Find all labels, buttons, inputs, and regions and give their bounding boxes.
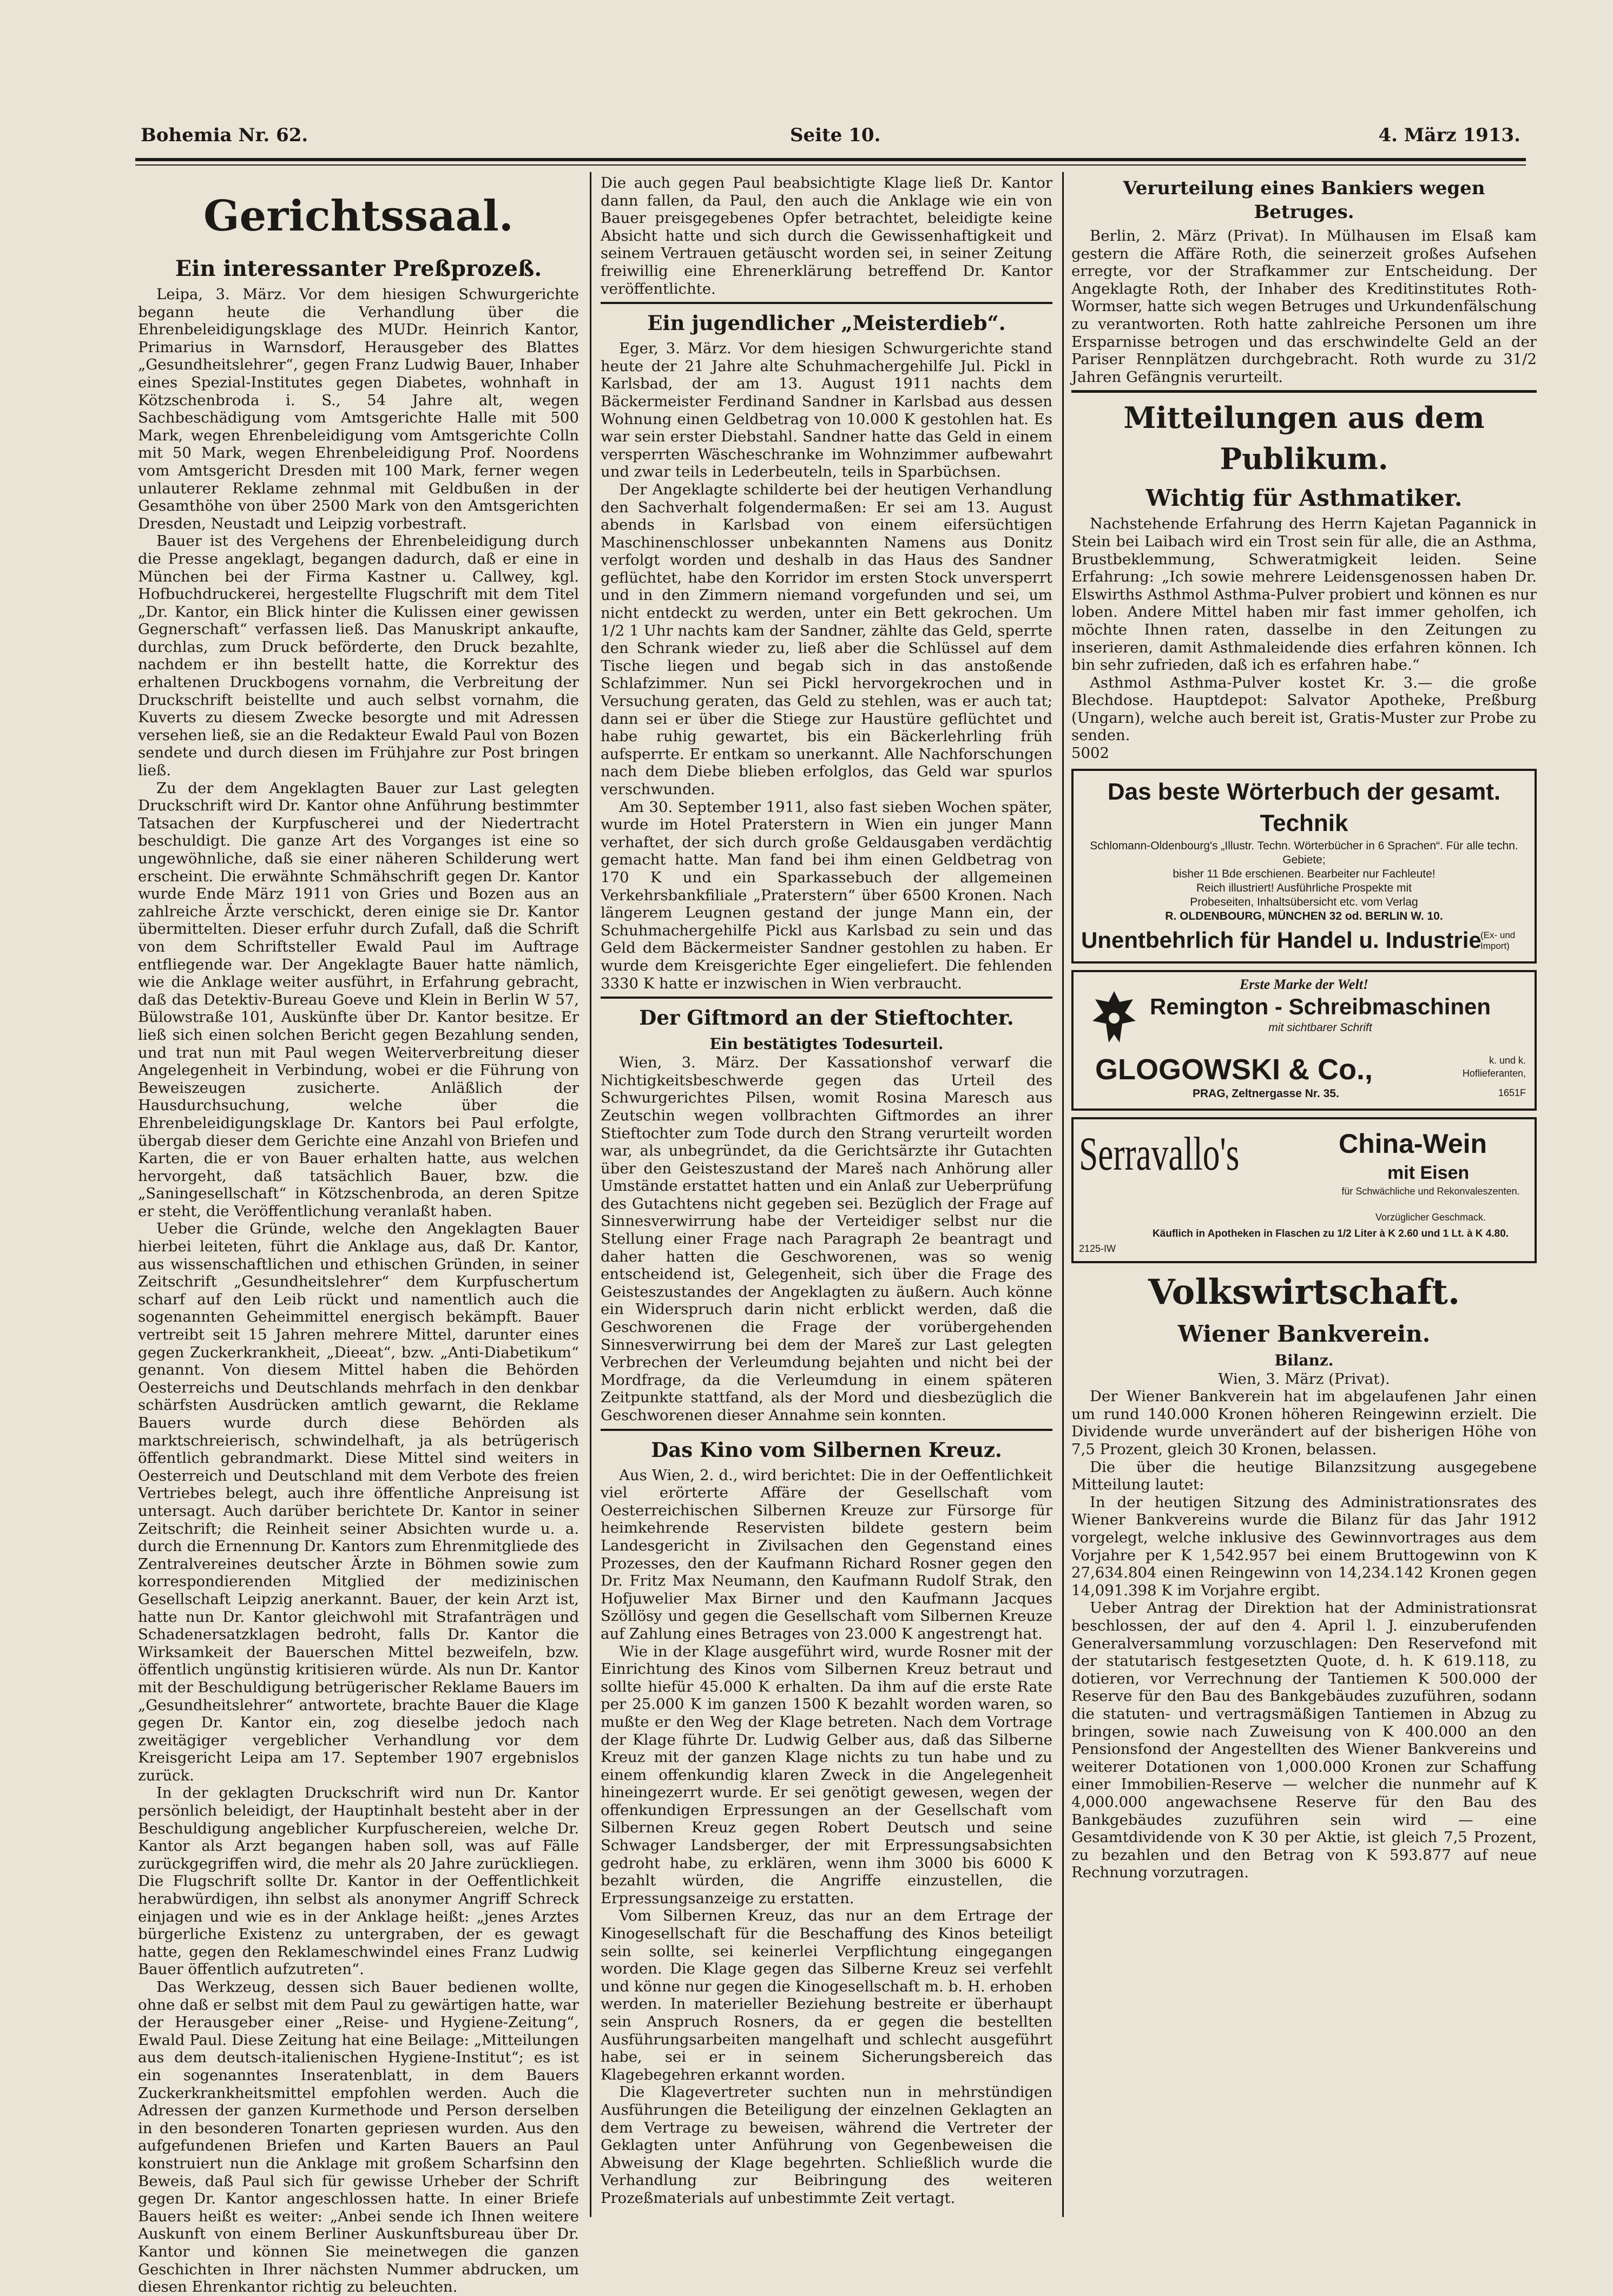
article-headline: Das Kino vom Silbernen Kreuz. — [651, 1437, 1002, 1462]
column-2 — [601, 174, 1052, 2230]
article-paragraph: Eger, 3. März. Vor dem hiesigen Schwurgerichte stand heute der 21 Jahre alte Schuhmachergehilfe Jul. Pickl in Karlsbad, der am 13. August 1911 nachts dem Bäckermeister Ferdinand Sandner in Karlsbad aus dessen Wohnung einen Geldbetrag von 10.000 K gestohlen hat. Es war sein erster Diebstahl. Sandner hatte das Geld in einem versperrten Wäscheschranke im Wohnzimmer aufbewahrt und zwar teils in Lederbeuteln, teils in Sparbüchsen. — [601, 340, 1052, 481]
ad-footer: Unentbehrlich für Handel u. Industrie — [1081, 927, 1482, 953]
issue-label: Bohemia Nr. 62. — [141, 124, 308, 146]
article-paragraph: Das Werkzeug, dessen sich Bauer bedienen wollte, ohne daß er selbst mit dem Paul zu gewärtigen hatte, war der Herausgeber einer „Reise- und Hygiene-Zeitung“, Ewald Paul. Diese Zeitung hat eine Beilage: „Mitteilungen aus dem deutsch-italienischen Hygiene-Institut“; es ist ein sogenanntes Inseratenblatt, in dem Bauers Zuckerkrankheitsmittel empfohlen werden. Auch die Adressen der ganzen Kurmethode und Person derselben in den besonderen Tonarten gepriesen wurden. Aus den aufgefundenen Briefen und Karten Bauers an Paul konstruiert nun die Anklage mit großem Scharfsinn den Beweis, daß Paul sich für gewisse Urheber der Schrift gegen Dr. Kantor angeschlossen hatte. In einer Briefe Bauers heißt es weiter: „Anbei sende ich Ihnen weitere Auskunft von einem Berliner Auskunftsbureau über Dr. Kantor und können Sie meinetwegen die ganzen Geschichten in Ihrer nächsten Nummer abdrucken, um diesen Ehrenkantor richtig zu beleuchten. — [138, 1978, 579, 2296]
ad-text: Schlomann-Oldenbourg's „Illustr. Techn. Wörterbücher in 6 Sprachen“. Für alle techn. Gebiete; — [1090, 839, 1518, 866]
ad-product: Remington - Schreibmaschinen — [1149, 993, 1491, 1019]
article-paragraph: Der Angeklagte schilderte bei der heutigen Verhandlung den Sachverhalt folgendermaßen: Er sei am 13. August abends in Karlsbad von einem eifersüchtigen Maschinenschlosser unbekannten Namens aus Donitz verfolgt worden und deshalb in das Haus des Sandner geflüchtet, habe den Korridor im ersten Stock unversperrt und in den Zimmern niemand vorgefunden und sei, um nicht entdeckt zu werden, unter ein Bett gekrochen. Um 1/2 1 Uhr nachts kam der Sandner, zählte das Geld, sperrte den Schrank wieder zu, ließ aber die Schlüssel auf dem Tische liegen und begab sich in das anstoßende Schlafzimmer. Nun sei Pickl hervorgekrochen und in Versuchung geraten, das Geld zu stehlen, was er auch tat; dann sei er über die Stiege zur Haustüre geflüchtet und habe ruhig gewartet, bis ein Bäckerlehrling früh aufsperrte. Er entkam so unerkannt. Alle Nachforschungen nach dem Diebe blieben erfolglos, das Geld war spurlos verschwunden. — [601, 480, 1052, 798]
section-title: Mitteilungen aus dem Publikum. — [1123, 400, 1485, 477]
article-dateline: Wien, 3. März (Privat). — [1218, 1370, 1390, 1388]
ad-text: Reich illustriert! Ausführliche Prospekte mit — [1196, 881, 1412, 894]
ad-company: GLOGOWSKI & Co., — [1095, 1053, 1373, 1086]
ad-product: China-Wein — [1339, 1128, 1487, 1159]
article-headline: Der Giftmord an der Stieftochter. — [639, 1006, 1014, 1030]
running-header — [141, 120, 1520, 153]
article-paragraph: Am 30. September 1911, also fast sieben Wochen später, wurde im Hotel Praterstern in Wien ein junger Mann verhaftet, der sich durch große Geldausgaben verdächtig gemacht hatte. Man fand bei ihm einen Geldbetrag von 170 K und ein Sparkassebuch der allgemeinen Verkehrsbankfiliale „Praterstern“ über 6500 Kronen. Nach längerem Leugnen gestand der junge Mann ein, der Schuhmachergehilfe Pickl aus Karlsbad zu sein und das Geld dem Bäckermeister Sandner gestohlen zu haben. Er wurde dem Kreisgerichte Eger eingeliefert. Die fehlenden 3330 K hatte er inzwischen in Wien verbraucht. — [601, 798, 1052, 992]
article-paragraph: Leipa, 3. März. Vor dem hiesigen Schwurgerichte begann heute die Verhandlung über die Ehrenbeleidigungsklage des MUDr. Heinrich Kantor, Primarius in Warnsdorf, Herausgeber des Blattes „Gesundheitslehrer“, gegen Franz Ludwig Bauer, Inhaber eines Spezial-Institutes gegen Diabetes, wohnhaft in Kötzschenbroda i. S., 54 Jahre alt, wegen Sachbeschädigung vom Amtsgerichte Halle mit 500 Mark, wegen Ehrenbeleidigung vom Amtsgerichte Colln mit 50 Mark, wegen Ehrenbeleidigung Prof. Noordens vom Amtsgericht Dresden mit 100 Mark, ferner wegen unlauterer Reklame zehnmal mit Geldbußen in der Gesamthöhe von über 2500 Mark von den Amtsgerichten Dresden, Neustadt und Leipzig vorbestraft. — [138, 286, 579, 532]
article-paragraph: Berlin, 2. März (Privat). In Mülhausen im Elsaß kam gestern die Affäre Roth, die seinerzeit großes Aufsehen erregte, vor der Strafkammer zur Entscheidung. Der Angeklagte Roth, der Inhaber des Kreditinstitutes Roth-Wormser, hatte sich wegen Betruges und Urkundenfälschung zu verantworten. Roth hatte zahlreiche Personen um ihre Ersparnisse betrogen und das erschwindelte Geld an der Pariser Rennplätzen durchgebracht. Roth wurde zu 31/2 Jahren Gefängnis verurteilt. — [1071, 227, 1537, 386]
article-paragraph: Wien, 3. März. Der Kassationshof verwarf die Nichtigkeitsbeschwerde gegen das Urteil des Schwurgerichtes Pilsen, womit Rosina Maresch aus Zeutschin wegen vollbrachten Giftmordes an ihrer Stieftochter zum Tode durch den Strang verurteilt worden war, als unbegründet, da die Gerichtsärzte ihr Gutachten über den Geisteszustand der Mareš nach Anhörung aller Umstände erstattet hatten und ein Anlaß zur Ueberprüfung des Gutachtens nicht gegeben sei. Bezüglich der Frage auf Sinnesverwirrung habe der Verteidiger selbst nur die Stellung einer Frage nach Paragraph 2e beantragt und daher hatten die Geschworenen, was so wenig entscheidend ist, Gelegenheit, sich über die Frage des Geisteszustandes der Angeklagten zu äußern. Auch könne ein Widerspruch darin nicht erblickt werden, daß die Geschworenen die Frage der vorübergehenden Sinnesverwirrung bei dem der Mareš zur Last gelegten Verbrechen der Verleumdung bejahten und nicht bei der Mordfrage, da die Verleumdung in einem späteren Zeitpunkte stattfand, als der Mord und diesbezüglich die Geschworenen dieser Annahme sein konnten. — [601, 1054, 1052, 1424]
column-3 — [1071, 174, 1537, 2230]
article-headline: Ein interessanter Preßprozeß. — [175, 256, 542, 281]
ad-text: Vorzüglicher Geschmack. — [1375, 1211, 1486, 1223]
ad-tagline: Erste Marke der Welt! — [1239, 976, 1369, 992]
ad-note: k. und k. — [1489, 1054, 1526, 1066]
article-paragraph: Aus Wien, 2. d., wird berichtet: Die in der Oeffentlichkeit viel erörterte Affäre der Gesellschaft vom Oesterreichischen Silbernen Kreuze zur Fürsorge für heimkehrende Reservisten bildete gestern beim Landesgericht in Zivilsachen den Gegenstand eines Prozesses, den der Kaufmann Richard Rosner gegen den Dr. Fritz Max Neumann, den Kaufmann Rudolf Strak, den Hofjuwelier Max Birner und den Kaufmann Jacques Szöllösy und gegen die Gesellschaft vom Silbernen Kreuze auf Zahlung eines Betrages von 23.000 K angestrengt hat. — [601, 1466, 1052, 1642]
article-paragraph: Die Klagevertreter suchten nun in mehrstündigen Ausführungen die Beteiligung der einzelnen Geklagten an dem Vertrage zu beweisen, während die Vertreter der Geklagten unter Anführung von Gegenbeweisen die Abweisung der Klage begehrten. Schließlich wurde die Verhandlung zur Beibringung des weiteren Prozeßmaterials auf unbestimmte Zeit vertagt. — [601, 2083, 1052, 2207]
column-1 — [138, 174, 579, 2296]
eagle-icon — [1090, 988, 1138, 1048]
ad-address: PRAG, Zeltnergasse Nr. 35. — [1193, 1087, 1339, 1100]
ad-dictionary — [1071, 769, 1537, 964]
issue-date: 4. März 1913. — [1378, 124, 1520, 146]
article-paragraph: Zu der dem Angeklagten Bauer zur Last gelegten Druckschrift wird Dr. Kantor ohne Anführung bestimmter Tatsachen der Kurpfuscherei und der Niedertracht beschuldigt. Die ganze Art des Vorganges ist eine so ungewöhnliche, daß sie einer näheren Schilderung wert erscheint. Die erwähnte Schmähschrift gegen Dr. Kantor wurde Ende März 1911 von Gries und Bozen aus an zahlreiche Ärzte verschickt, deren einige sie Dr. Kantor übermittelten. Dieser erfuhr durch Zufall, daß die Schrift von dem Schriftsteller Ewald Paul im Auftrage entfliegende war. Der Angeklagte Bauer hatte nämlich, wie die Anklage weiter ausführt, in Erfahrung gebracht, daß das Detektiv-Bureau Goeve und Klein in Berlin W 57, Bülowstraße 101, Auskünfte über Dr. Kantor besitze. Er ließ sich einen solchen Bericht gegen Bezahlung senden, und trat nun mit Paul wegen Weiterverbreitung dieser Angelegenheit in Verbindung, wobei er die Führung von Beweiszeugen zusicherte. Anläßlich der Hausdurchsuchung, welche über die Ehrenbeleidigungsklage Dr. Kantors bei Paul erfolgte, übergab dieser dem Gerichte eine Anzahl von Briefen und Karten, die er von Bauer erhalten hatte, aus welchen hervorgeht, daß tatsächlich Bauer, bzw. die „Saningesellschaft“ in Kötzschenbroda, an deren Spitze er steht, die Veröffentlichung veranlaßt haben. — [138, 779, 579, 1220]
article-subheadline: Bilanz. — [1274, 1351, 1334, 1369]
article-headline: Wiener Bankverein. — [1177, 1320, 1431, 1347]
ad-text: Probeseiten, Inhaltsübersicht etc. vom Verlag — [1190, 895, 1418, 908]
article-paragraph: In der geklagten Druckschrift wird nun Dr. Kantor persönlich beleidigt, der Hauptinhalt besteht aber in der Beschuldigung angeblicher Kurpfuschereien, welche Dr. Kantor als Arzt begangen haben soll, was auf Fälle zurückgegriffen wird, die mehr als 20 Jahre zurückliegen. Die Flugschrift sollte Dr. Kantor in der Oeffentlichkeit herabwürdigen, ihn selbst als anonymer Angriff Schreck einjagen und wie es in der Anklage heißt: „jenes Arztes bürgerliche Existenz zu untergraben, der es gewagt hatte, gegen den Reklameschwindel eines Franz Ludwig Bauer öffentlich aufzutreten“. — [138, 1784, 579, 1978]
ad-publisher: R. OLDENBOURG, MÜNCHEN 32 od. BERLIN W. 10. — [1165, 909, 1443, 922]
page-number: Seite 10. — [790, 124, 881, 146]
ad-text: bisher 11 Bde erschienen. Bearbeiter nur Fachleute! — [1173, 867, 1436, 880]
article-separator — [601, 997, 1052, 999]
section-title: Volkswirtschaft. — [1148, 1271, 1460, 1312]
ad-side-note: (Ex- und Import) — [1480, 929, 1516, 951]
article-paragraph: Ueber die Gründe, welche den Angeklagten Bauer hierbei leiteten, führt die Anklage aus, daß Dr. Kantor, aus wissenschaftlichen und ethischen Gründen, in seiner Zeitschrift „Gesundheitslehrer“ dem Kurpfuschertum scharf auf den Leib rückt und namentlich auch die sogenannten Geheimmittel energisch bekämpft. Bauer vertreibt seit 15 Jahren mehrere Mittel, darunter eines gegen Zuckerkrankheit, „Dieeat“, bzw. „Anti-Diabetikum“ genannt. Von diesem Mittel haben die Behörden Oesterreichs und Deutschlands mehrfach in den denkbar schärfsten Ausdrücken amtlich gewarnt, die Reklame Bauers wurde durch diese Behörden als marktschreierisch, schwindelhaft, ja als betrügerisch öffentlich gebrandmarkt. Diese Mittel sind weiters in Oesterreich und Deutschland mit dem Verbote des freien Vertriebes belegt, auch ihre öffentliche Anpreisung ist untersagt. Auch darüber berichtete Dr. Kantor in seiner Zeitschrift; die Reinheit seiner Absichten wurde u. a. durch die Ernennung Dr. Kantors zum Ehrenmitgliede des Zentralvereines deutscher Ärzte in Böhmen sowie zum korrespondierenden Mitglied der medizinischen Gesellschaft Leipzig anerkannt. Bauer, der kein Arzt ist, hatte nun Dr. Kantor gleichwohl mit Strafanträgen und Schadenersatzklagen bedroht, falls Dr. Kantor die Wirksamkeit der Bauerschen Mittel bezweifeln, bzw. öffentlich ungünstig kritisieren würde. Als nun Dr. Kantor mit der Beschuldigung betrügerischer Reklame Bauers im „Gesundheitslehrer“ antwortete, brachte Bauer die Klage gegen Dr. Kantor ein, zog dieselbe jedoch nach zweitägiger vergeblicher Verhandlung vor dem Kreisgericht Leipa am 17. September 1907 ergebnislos zurück. — [138, 1220, 579, 1784]
article-separator — [601, 1429, 1052, 1431]
ad-serravallo — [1071, 1117, 1537, 1263]
ad-note: Hoflieferanten, — [1462, 1067, 1526, 1079]
article-paragraph: Die auch gegen Paul beabsichtigte Klage ließ Dr. Kantor dann fallen, da Paul, den auch die Anklage wie ein von Bauer preisgegebenes Opfer betrachtet, beleidigte keine Absicht hatte und sich durch die Gewissenhaftigkeit und seinem Vertrauen getäuscht worden sei, in seiner Zeitung freiwillig eine Ehrenerklärung betreffend Dr. Kantor veröffentlichte. — [601, 174, 1052, 298]
column-divider-1 — [590, 172, 591, 2217]
article-paragraph: Der Wiener Bankverein hat im abgelaufenen Jahr einen um rund 140.000 Kronen höheren Reingewinn erzielt. Die Dividende wurde unverändert auf der bisherigen Höhe von 7,5 Prozent, gleich 30 Kronen, belassen. — [1071, 1388, 1537, 1459]
section-rule — [1071, 390, 1537, 393]
article-paragraph: Nachstehende Erfahrung des Herrn Kajetan Pagannick in Stein bei Laibach wird ein Trost sein für alle, die an Asthma, Brustbeklemmung, Schweratmigkeit leiden. Seine Erfahrung: „Ich sowie mehrere Leidensgenossen haben Dr. Elswirths Asthmol Asthma-Pulver probiert und können es nur loben. Andere Mittel haben mir fast immer geholfen, ich möchte Ihnen raten, dasselbe in den Zeitungen zu inserieren, damit Asthmaleidende dies erfahren können. Ich bin sehr zufrieden, daß ich es erfahren habe.“ — [1071, 515, 1537, 674]
article-paragraph: Vom Silbernen Kreuz, das nur an dem Ertrage der Kinogesellschaft für die Beschaffung des Kinos beteiligt sein sollte, sei keinerlei Verpflichtung eingegangen worden. Die Klage gegen das Silberne Kreuz sei verfehlt und könne nur gegen die Kinogesellschaft m. b. H. erhoben werden. In materieller Beziehung bestreite er überhaupt sein Anspruch Rosners, da er gegen die bestellten Ausführungsarbeiten mangelhaft und schlecht ausgeführt habe, sei er in seinem Sicherungsbereich das Klagebegehren erkannt worden. — [601, 1907, 1052, 2083]
article-paragraph: Die über die heutige Bilanzsitzung ausgegebene Mitteilung lautet: — [1071, 1458, 1537, 1494]
article-paragraph: Ueber Antrag der Direktion hat der Administrationsrat beschlossen, der auf den 4. April l. J. einzuberufenden Generalversammlung vorzuschlagen: Den Reservefond mit der statutarisch festgesetzten Quote, d. h. K 619.118, zu dotieren, vor Verrechnung der Tantiemen K 500.000 der Reserve für den Bau des Bankgebäudes zuzuführen, sodann die statuten- und vertragsmäßigen Tantiemen in Abzug zu bringen, sowie nach Zuweisung von K 400.000 an den Pensionsfond der Angestellten des Wiener Bankvereins und weiterer Dotationen von 1,000.000 Kronen zur Schaffung einer Immobilien-Reserve — welcher die nunmehr auf K 4,000.000 angewachsene Reserve für den Bau des Bankgebäudes zuzuführen sein wird — eine Gesamtdividende von K 30 per Aktie, ist gleich 7,5 Prozent, zu bezahlen und den Betrag von K 593.877 auf neue Rechnung vorzutragen. — [1071, 1599, 1537, 1882]
article-headline: Wichtig für Asthmatiker. — [1145, 485, 1463, 512]
article-subheadline: Ein bestätigtes Todesurteil. — [709, 1035, 944, 1053]
article-separator — [601, 302, 1052, 304]
article-paragraph: In der heutigen Sitzung des Administrationsrates des Wiener Bankvereins wurde die Bilanz für das Jahr 1912 vorgelegt, welche inklusive des Gewinnvortrages aus dem Vorjahre per K 1,542.957 bei einem Bruttogewinn von K 27,634.804 einen Reingewinn von 14,234.142 Kronen gegen 14,091.398 K im Vorjahre ergibt. — [1071, 1493, 1537, 1599]
header-rule-thin — [135, 164, 1526, 166]
ad-note: 1651F — [1498, 1087, 1526, 1098]
column-divider-2 — [1062, 172, 1064, 2217]
article-headline: Verurteilung eines Bankiers wegen Betruges. — [1123, 177, 1485, 223]
article-paragraph: Asthmol Asthma-Pulver kostet Kr. 3.— die große Blechdose. Hauptdepot: Salvator Apotheke, Preßburg (Ungarn), welche auch bereit ist, Gratis-Muster zur Probe zu senden. — [1071, 674, 1537, 744]
ad-headline: Das beste Wörterbuch der gesamt. Technik — [1107, 778, 1501, 836]
article-headline: Ein jugendlicher „Meisterdieb“. — [647, 311, 1006, 335]
ad-code: 5002 — [1071, 744, 1109, 762]
ad-remington — [1071, 970, 1537, 1111]
ad-brand: Serravallo's — [1079, 1127, 1240, 1180]
header-rule — [135, 158, 1526, 161]
ad-text: mit sichtbarer Schrift — [1268, 1021, 1372, 1034]
article-paragraph: Bauer ist des Vergehens der Ehrenbeleidigung durch die Presse angeklagt, begangen dadurch, daß er eine in München bei der Firma Kastner u. Callwey, kgl. Hofbuchdruckerei, hergestellte Flugschrift mit dem Titel „Dr. Kantor, ein Blick hinter die Kulissen einer gewissen Gegnerschaft“ verfassen ließ. Das Manuskript ankaufte, durchlas, zum Druck beförderte, den Druck bezahlte, nachdem er ihn bestellt hatte, die Korrektur des erhaltenen Druckbogens vornahm, die Verbreitung der Druckschrift beistellte und auch selbst vornahm, die Kuverts zu diesem Zwecke besorgte und mit Adressen versehen ließ, sie an die Redakteur Ewald Paul von Bozen sendete und durch diesen im Frühjahre zur Post bringen ließ. — [138, 532, 579, 780]
ad-code: 2125-IW — [1079, 1243, 1116, 1254]
section-title: Gerichtssaal. — [203, 192, 513, 241]
ad-text: für Schwächliche und Rekonvaleszenten. — [1341, 1185, 1520, 1197]
ad-text: mit Eisen — [1387, 1162, 1470, 1183]
ad-footer: Käuflich in Apotheken in Flaschen zu 1/2 Liter à K 2.60 und 1 Lt. à K 4.80. — [1152, 1228, 1509, 1239]
article-paragraph: Wie in der Klage ausgeführt wird, wurde Rosner mit der Einrichtung des Kinos vom Silbernen Kreuz betraut und sollte hiefür 45.000 K erhalten. Da ihm auf die erste Rate per 25.000 K im ganzen 1500 K bezahlt worden waren, so mußte er den Weg der Klage betreten. Nach dem Vortrage der Klage führte Dr. Ludwig Gelber aus, daß das Silberne Kreuz mit der ganzen Klage nichts zu tun habe und zu einem offenkundig klaren Zweck in die Angelegenheit hineingezerrt wurde. Er sei genötigt gewesen, wegen der offenkundigen Erpressungen an der Gesellschaft vom Silbernen Kreuz gegen Robert Deutsch und seine Schwager Landsberger, der mit Erpressungsabsichten gedroht habe, zu erklären, wenn ihm 3000 bis 6000 K bezahlt würden, die Angriffe einzustellen, die Erpressungsanzeige zu erstatten. — [601, 1642, 1052, 1907]
